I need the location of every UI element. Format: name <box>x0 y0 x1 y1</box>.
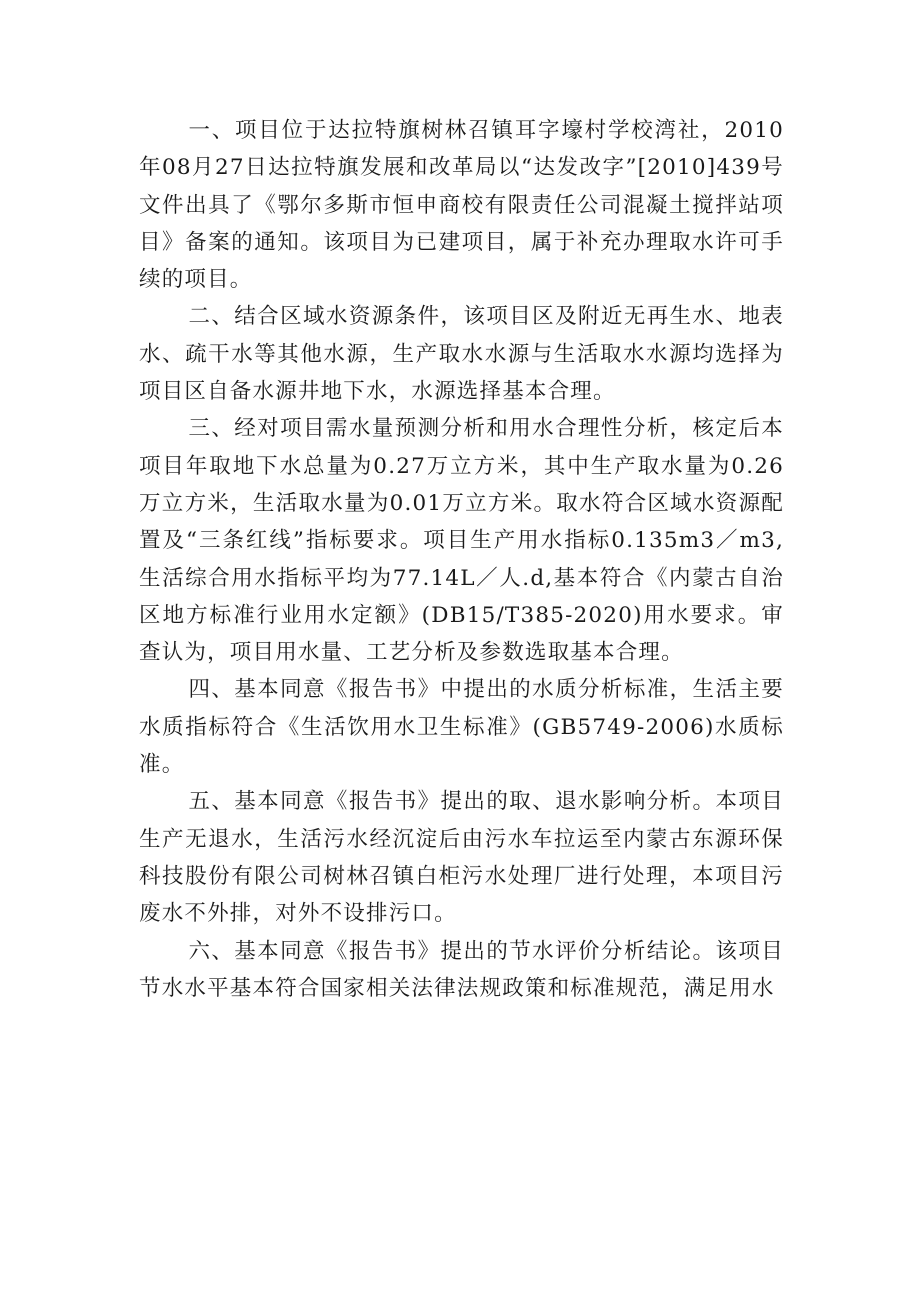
paragraph-2: 二、结合区域水资源条件，该项目区及附近无再生水、地表水、疏干水等其他水源，生产取水水源与生活取水水源均选择为项目区自备水源井地下水，水源选择基本合理。 <box>139 304 784 405</box>
paragraph-5: 五、基本同意《报告书》提出的取、退水影响分析。本项目生产无退水，生活污水经沉淀后由污水车拉运至内蒙古东源环保科技股份有限公司树林召镇白柜污水处理厂进行处理，本项目污废水不外排，对外不设排污口。 <box>139 789 784 927</box>
paragraph-1: 一、项目位于达拉特旗树林召镇耳字壕村学校湾社，2010年08月27日达拉特旗发展和改革局以“达发改字”[2010]439号文件出具了《鄂尔多斯市恒申商校有限责任公司混凝土搅拌站项目》备案的通知。该项目为已建项目，属于补充办理取水许可手续的项目。 <box>139 118 784 293</box>
paragraph-3: 三、经对项目需水量预测分析和用水合理性分析，核定后本项目年取地下水总量为0.27万立方米，其中生产取水量为0.26万立方米，生活取水量为0.01万立方米。取水符合区域水资源配置及“三条红线”指标要求。项目生产用水指标0.135m3／m3,生活综合用水指标平均为77.14L／人.d,基本符合《内蒙古自治区地方标准行业用水定额》(DB15/T385-2020)用水要求。审查认为，项目用水量、工艺分析及参数选取基本合理。 <box>139 416 784 666</box>
paragraph-4: 四、基本同意《报告书》中提出的水质分析标准，生活主要水质指标符合《生活饮用水卫生标准》(GB5749-2006)水质标准。 <box>139 677 784 778</box>
paragraph-6: 六、基本同意《报告书》提出的节水评价分析结论。该项目节水水平基本符合国家相关法律法规政策和标准规范，满足用水 <box>139 938 784 1001</box>
document-body <box>139 112 784 1007</box>
